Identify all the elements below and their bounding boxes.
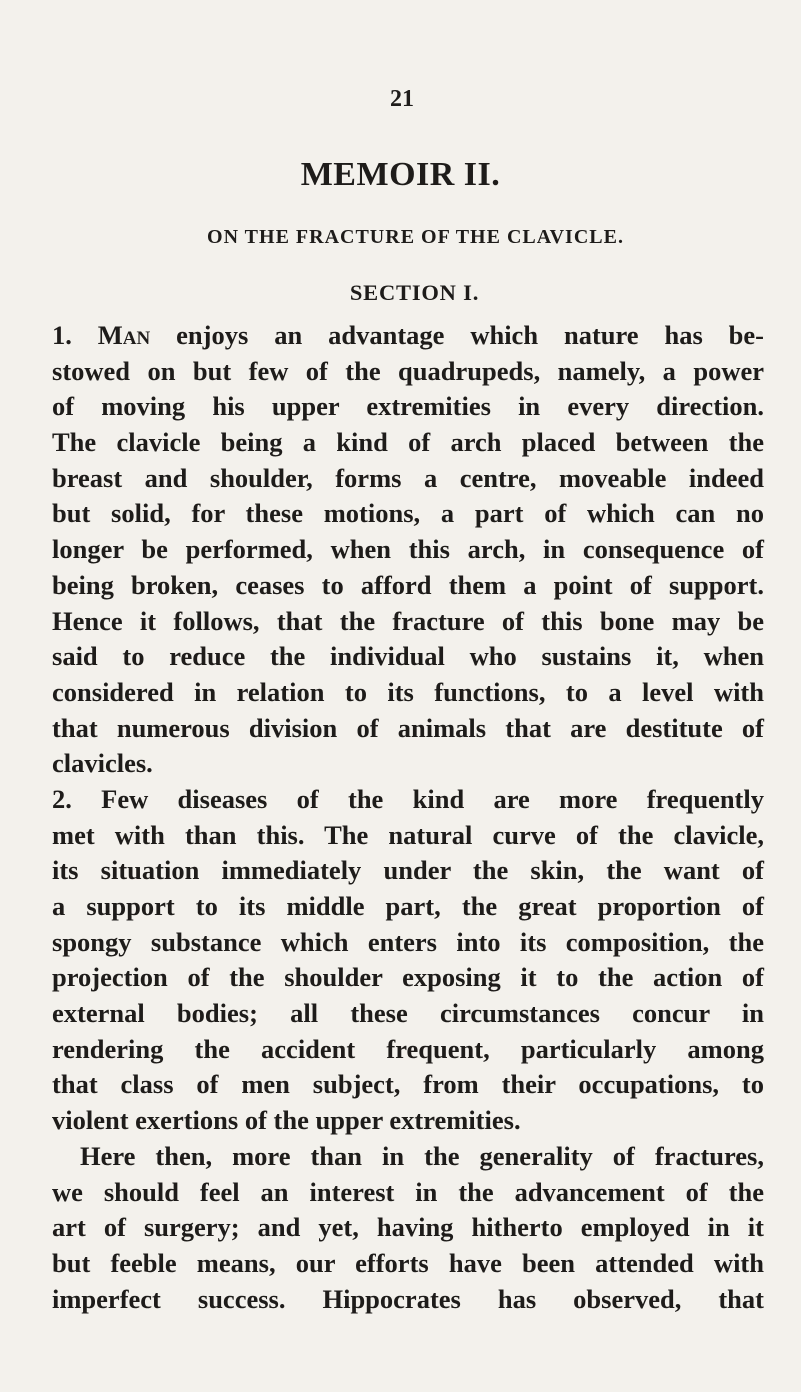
paragraph-number: 1. <box>52 320 72 350</box>
paragraph-1-line: The clavicle being a kind of arch placed between the <box>52 427 764 458</box>
paragraph-3-line: but feeble means, our efforts have been attended with <box>52 1247 764 1278</box>
paragraph-2-line: projection of the shoulder exposing it to the action of <box>52 962 764 993</box>
paragraph-1-line: being broken, ceases to afford them a point of support. <box>52 569 764 600</box>
page-number: 21 <box>390 86 414 112</box>
paragraph-2-line: met with than this. The natural curve of the clavicle, <box>52 819 764 850</box>
paragraph-1-line: stowed on but few of the quadrupeds, namely, a power <box>52 355 764 386</box>
paragraph-3-line: imperfect success. Hippocrates has observed, that <box>52 1283 764 1314</box>
lead-word: Man <box>97 320 151 350</box>
section-heading: SECTION I. <box>349 280 480 305</box>
body-text <box>52 318 764 1317</box>
paragraph-2-line: 2. Few diseases of the kind are more frequently <box>52 783 764 814</box>
paragraph-2-line: external bodies; all these circumstances concur in <box>52 998 764 1029</box>
paragraph-3-line: Here then, more than in the generality of fractures, <box>80 1140 764 1171</box>
paragraph-1-line: Hence it follows, that the fracture of this bone may be <box>52 605 764 636</box>
paragraph-2-line: that class of men subject, from their occupations, to <box>52 1069 764 1100</box>
paragraph-1-line-1 <box>52 318 764 354</box>
paragraph-1-line: clavicles. <box>52 748 153 779</box>
paragraph-1-line: breast and shoulder, forms a centre, moveable indeed <box>52 462 764 493</box>
paragraph-1-line: longer be performed, when this arch, in consequence of <box>52 534 764 565</box>
paragraph-3-line: art of surgery; and yet, having hitherto employed in it <box>52 1212 764 1243</box>
memoir-subtitle: ON THE FRACTURE OF THE CLAVICLE. <box>207 226 624 248</box>
paragraph-1-line: of moving his upper extremities in every direction. <box>52 391 764 422</box>
memoir-title: MEMOIR II. <box>300 156 501 193</box>
paragraph-1-line: said to reduce the individual who sustains it, when <box>52 641 764 672</box>
paragraph-2-line: a support to its middle part, the great proportion of <box>52 891 764 921</box>
paragraph-1-line-1-text: enjoys an advantage which nature has be- <box>150 320 764 350</box>
paragraph-2-line: violent exertions of the upper extremities. <box>52 1105 521 1136</box>
paragraph-2-line: its situation immediately under the skin, the want of <box>52 855 764 886</box>
paragraph-1-line: but solid, for these motions, a part of which can no <box>52 498 764 529</box>
paragraph-2-line: rendering the accident frequent, particularly among <box>52 1033 764 1064</box>
paragraph-3-line: we should feel an interest in the advancement of the <box>52 1176 764 1207</box>
paragraph-2-line: spongy substance which enters into its composition, the <box>52 926 764 957</box>
paragraph-1-line: considered in relation to its functions, to a level with <box>52 676 764 707</box>
paragraph-1-line: that numerous division of animals that are destitute of <box>52 712 764 743</box>
